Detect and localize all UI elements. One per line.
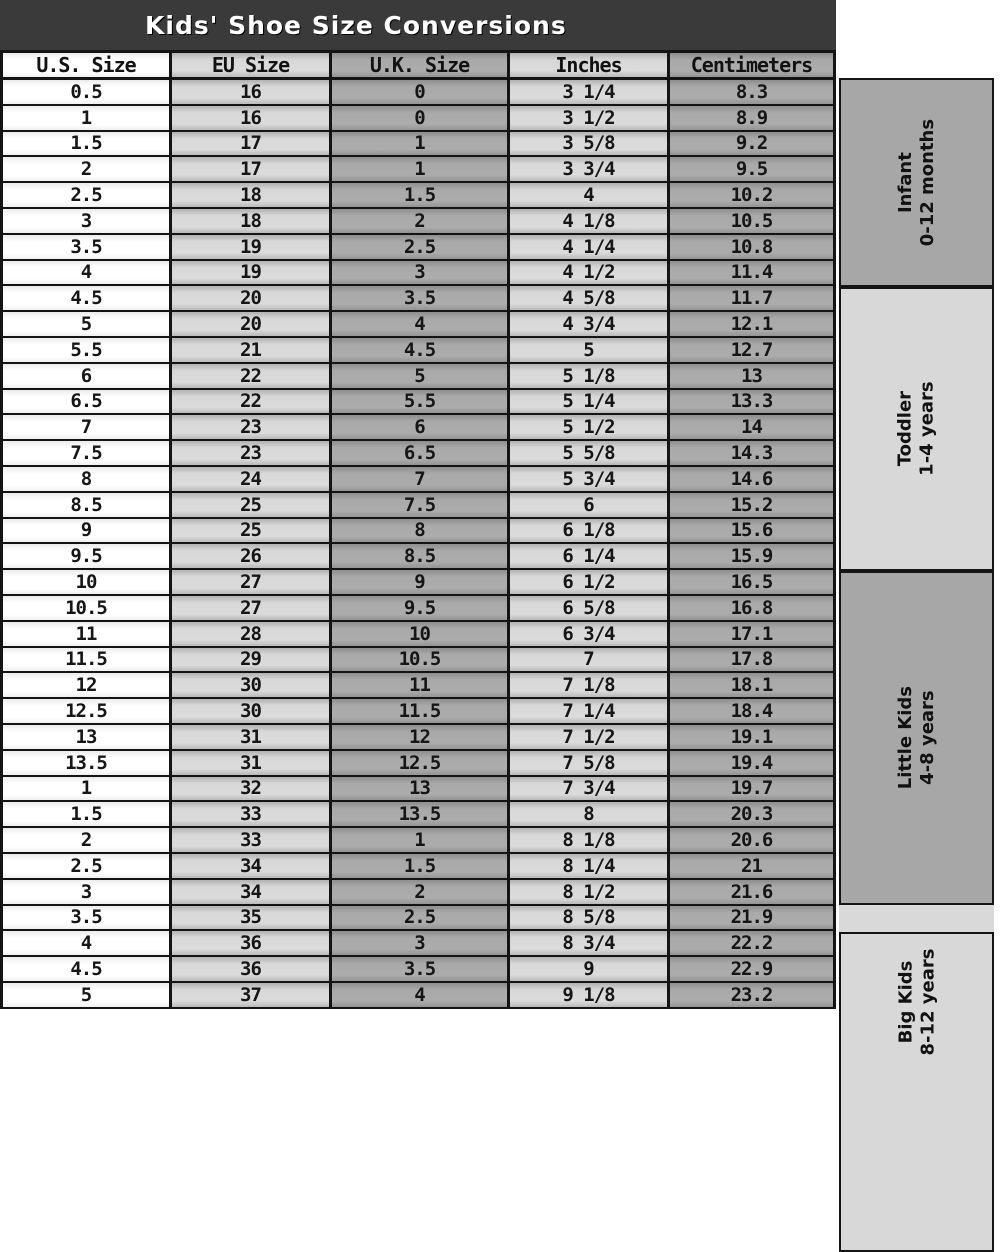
table-row (0, 570, 836, 596)
table-cell: 0.5 (0, 80, 172, 106)
table-row (0, 751, 836, 777)
table-cell: 22 (172, 364, 332, 390)
table-cell: 0 (332, 80, 510, 106)
table-cell: 17 (172, 157, 332, 183)
table-cell: 8 1/4 (510, 854, 670, 880)
column-header: Inches (510, 53, 670, 77)
table-cell: 35 (172, 906, 332, 932)
table-cell: 6.5 (0, 390, 172, 416)
table-cell: 4.5 (332, 338, 510, 364)
table-cell: 15.9 (670, 544, 836, 570)
table-cell: 4 (0, 931, 172, 957)
table-row (0, 338, 836, 364)
table-cell: 3.5 (332, 957, 510, 983)
table-cell: 22.2 (670, 931, 836, 957)
table-row (0, 699, 836, 725)
sidebar-gap-strip (839, 905, 994, 932)
table-cell: 26 (172, 544, 332, 570)
table-cell: 5 5/8 (510, 441, 670, 467)
table-cell: 6 1/4 (510, 544, 670, 570)
table-cell: 2 (0, 157, 172, 183)
table-cell: 16.8 (670, 596, 836, 622)
table-cell: 2 (332, 209, 510, 235)
table-cell: 1.5 (0, 132, 172, 158)
table-cell: 4 1/2 (510, 261, 670, 287)
table-cell: 4 3/4 (510, 312, 670, 338)
table-row (0, 415, 836, 441)
table-cell: 1 (332, 157, 510, 183)
table-cell: 14.3 (670, 441, 836, 467)
table-cell: 10.8 (670, 235, 836, 261)
table-cell: 3 3/4 (510, 157, 670, 183)
table-cell: 7 (510, 648, 670, 674)
table-cell: 2.5 (0, 854, 172, 880)
table-row (0, 312, 836, 338)
table-cell: 4.5 (0, 957, 172, 983)
table-cell: 25 (172, 519, 332, 545)
table-cell: 27 (172, 570, 332, 596)
table-cell: 3 (332, 261, 510, 287)
table-cell: 19.7 (670, 777, 836, 803)
table-cell: 22 (172, 390, 332, 416)
table-cell: 3 5/8 (510, 132, 670, 158)
table-cell: 7 1/2 (510, 725, 670, 751)
table-cell: 12 (0, 673, 172, 699)
age-group-range: 4-8 years (916, 690, 938, 786)
table-cell: 18.4 (670, 699, 836, 725)
table-row (0, 673, 836, 699)
table-cell: 19 (172, 235, 332, 261)
table-header (0, 50, 836, 80)
table-cell: 9 (0, 519, 172, 545)
table-cell: 5 1/2 (510, 415, 670, 441)
table-row (0, 596, 836, 622)
table-cell: 25 (172, 493, 332, 519)
table-cell: 31 (172, 751, 332, 777)
table-cell: 37 (172, 983, 332, 1009)
table-cell: 16 (172, 80, 332, 106)
table-cell: 7 5/8 (510, 751, 670, 777)
table-cell: 20.6 (670, 828, 836, 854)
table-row (0, 777, 836, 803)
age-group-label (895, 382, 938, 476)
table-row (0, 622, 836, 648)
table-cell: 5 (332, 364, 510, 390)
table-cell: 31 (172, 725, 332, 751)
table-cell: 12.1 (670, 312, 836, 338)
table-cell: 8 1/2 (510, 880, 670, 906)
age-group-label (895, 119, 938, 246)
table-cell: 28 (172, 622, 332, 648)
column-header: U.K. Size (332, 53, 510, 77)
table-cell: 15.2 (670, 493, 836, 519)
table-cell: 8.5 (332, 544, 510, 570)
table-cell: 18 (172, 209, 332, 235)
table-cell: 11.5 (332, 699, 510, 725)
age-group-range: 0-12 months (916, 118, 938, 247)
table-cell: 4 (332, 983, 510, 1009)
table-cell: 19.1 (670, 725, 836, 751)
table-cell: 14.6 (670, 467, 836, 493)
table-cell: 0 (332, 106, 510, 132)
table-cell: 30 (172, 699, 332, 725)
table-cell: 9 (510, 957, 670, 983)
table-cell: 16.5 (670, 570, 836, 596)
table-cell: 7 3/4 (510, 777, 670, 803)
table-cell: 13.3 (670, 390, 836, 416)
table-cell: 14 (670, 415, 836, 441)
table-cell: 7 1/4 (510, 699, 670, 725)
table-cell: 6 (0, 364, 172, 390)
table-cell: 6 (332, 415, 510, 441)
table-cell: 20 (172, 312, 332, 338)
table-cell: 1 (332, 132, 510, 158)
table-cell: 8 5/8 (510, 906, 670, 932)
table-cell: 3.5 (0, 235, 172, 261)
table-cell: 10.2 (670, 183, 836, 209)
table-cell: 4 (332, 312, 510, 338)
table-cell: 20.3 (670, 802, 836, 828)
table-cell: 12.5 (0, 699, 172, 725)
table-cell: 24 (172, 467, 332, 493)
table-cell: 13 (332, 777, 510, 803)
table-row (0, 725, 836, 751)
table-row (0, 544, 836, 570)
table-cell: 13.5 (0, 751, 172, 777)
table-cell: 1 (0, 106, 172, 132)
table-row (0, 132, 836, 158)
table-cell: 10.5 (670, 209, 836, 235)
table-row (0, 880, 836, 906)
table-cell: 13.5 (332, 802, 510, 828)
table-row (0, 106, 836, 132)
table-row (0, 235, 836, 261)
table-cell: 11 (0, 622, 172, 648)
table-row (0, 364, 836, 390)
table-cell: 5 (510, 338, 670, 364)
table-cell: 6 5/8 (510, 596, 670, 622)
column-header: Centimeters (670, 53, 836, 77)
table-cell: 4 1/8 (510, 209, 670, 235)
table-cell: 19.4 (670, 751, 836, 777)
table-cell: 20 (172, 286, 332, 312)
table-row (0, 157, 836, 183)
table-cell: 6 3/4 (510, 622, 670, 648)
table-cell: 13 (0, 725, 172, 751)
table-cell: 36 (172, 931, 332, 957)
table-cell: 27 (172, 596, 332, 622)
table-row (0, 519, 836, 545)
table-cell: 6 (510, 493, 670, 519)
age-group-block-infant (839, 78, 994, 287)
table-row (0, 80, 836, 106)
table-cell: 10.5 (0, 596, 172, 622)
table-cell: 11.7 (670, 286, 836, 312)
table-cell: 5 (0, 983, 172, 1009)
table-cell: 3 (0, 880, 172, 906)
age-group-name: Toddler (894, 391, 916, 467)
age-group-block-littlekids (839, 571, 994, 905)
table-cell: 23 (172, 415, 332, 441)
table-row (0, 209, 836, 235)
table-cell: 36 (172, 957, 332, 983)
age-group-range: 1-4 years (916, 381, 938, 477)
table-cell: 34 (172, 880, 332, 906)
title-bar (0, 0, 836, 50)
table-cell: 33 (172, 802, 332, 828)
table-cell: 4 5/8 (510, 286, 670, 312)
age-group-range: 8-12 years (916, 948, 938, 1056)
table-cell: 5 1/8 (510, 364, 670, 390)
table-cell: 3.5 (332, 286, 510, 312)
table-cell: 7.5 (332, 493, 510, 519)
table-cell: 9.2 (670, 132, 836, 158)
table-cell: 2.5 (332, 906, 510, 932)
table-cell: 9 1/8 (510, 983, 670, 1009)
table-cell: 12 (332, 725, 510, 751)
table-row (0, 983, 836, 1009)
table-cell: 8 (0, 467, 172, 493)
table-cell: 23 (172, 441, 332, 467)
table-cell: 21.6 (670, 880, 836, 906)
table-cell: 17 (172, 132, 332, 158)
table-row (0, 648, 836, 674)
age-group-block-bigkids (839, 932, 994, 1252)
table-cell: 9.5 (332, 596, 510, 622)
table-cell: 8.5 (0, 493, 172, 519)
table-cell: 8 (510, 802, 670, 828)
table-cell: 4 1/4 (510, 235, 670, 261)
table-cell: 23.2 (670, 983, 836, 1009)
table-cell: 3 (332, 931, 510, 957)
age-group-block-toddler (839, 287, 994, 571)
table-cell: 33 (172, 828, 332, 854)
table-cell: 21 (670, 854, 836, 880)
table-cell: 1.5 (332, 183, 510, 209)
table-row (0, 931, 836, 957)
table-row (0, 467, 836, 493)
table-cell: 30 (172, 673, 332, 699)
table-cell: 13 (670, 364, 836, 390)
table-row (0, 854, 836, 880)
table-row (0, 183, 836, 209)
table-cell: 4 (510, 183, 670, 209)
table-cell: 4.5 (0, 286, 172, 312)
table-cell: 10.5 (332, 648, 510, 674)
table-cell: 8.3 (670, 80, 836, 106)
table-cell: 3.5 (0, 906, 172, 932)
table-cell: 9.5 (0, 544, 172, 570)
table-cell: 19 (172, 261, 332, 287)
table-cell: 11.4 (670, 261, 836, 287)
table-cell: 8 (332, 519, 510, 545)
table-cell: 15.6 (670, 519, 836, 545)
age-group-sidebar (836, 0, 1000, 1056)
table-cell: 1.5 (332, 854, 510, 880)
table-row (0, 906, 836, 932)
table-row (0, 828, 836, 854)
table-cell: 2.5 (0, 183, 172, 209)
table-cell: 8.9 (670, 106, 836, 132)
page-title: Kids' Shoe Size Conversions (145, 10, 567, 40)
table-cell: 2.5 (332, 235, 510, 261)
table-cell: 18.1 (670, 673, 836, 699)
age-group-label (895, 686, 938, 789)
table-cell: 9 (332, 570, 510, 596)
table-cell: 16 (172, 106, 332, 132)
column-header: EU Size (172, 53, 332, 77)
table-cell: 3 (0, 209, 172, 235)
table-cell: 11 (332, 673, 510, 699)
table-cell: 22.9 (670, 957, 836, 983)
age-group-label (895, 949, 938, 1056)
table-cell: 5 3/4 (510, 467, 670, 493)
table-cell: 12.7 (670, 338, 836, 364)
table-cell: 29 (172, 648, 332, 674)
table-cell: 5 1/4 (510, 390, 670, 416)
table-cell: 3 1/2 (510, 106, 670, 132)
table-cell: 17.1 (670, 622, 836, 648)
table-cell: 4 (0, 261, 172, 287)
table-row (0, 493, 836, 519)
table-cell: 32 (172, 777, 332, 803)
table-cell: 7 (0, 415, 172, 441)
table-cell: 5.5 (0, 338, 172, 364)
table-cell: 5.5 (332, 390, 510, 416)
age-group-name: Infant (894, 152, 916, 213)
table-cell: 6 1/8 (510, 519, 670, 545)
table-row (0, 390, 836, 416)
table-cell: 9.5 (670, 157, 836, 183)
table-row (0, 261, 836, 287)
table-cell: 21.9 (670, 906, 836, 932)
table-cell: 6 1/2 (510, 570, 670, 596)
table-cell: 10 (0, 570, 172, 596)
table-cell: 17.8 (670, 648, 836, 674)
table-cell: 18 (172, 183, 332, 209)
age-group-name: Big Kids (894, 960, 916, 1044)
table-cell: 7 (332, 467, 510, 493)
table-row (0, 957, 836, 983)
table-cell: 5 (0, 312, 172, 338)
table-cell: 1 (332, 828, 510, 854)
table-row (0, 441, 836, 467)
table-cell: 12.5 (332, 751, 510, 777)
table-cell: 6.5 (332, 441, 510, 467)
table-cell: 8 1/8 (510, 828, 670, 854)
table-row (0, 802, 836, 828)
age-group-name: Little Kids (894, 686, 916, 790)
table-cell: 7 1/8 (510, 673, 670, 699)
table-cell: 3 1/4 (510, 80, 670, 106)
table-cell: 11.5 (0, 648, 172, 674)
column-header: U.S. Size (0, 53, 172, 77)
table-cell: 10 (332, 622, 510, 648)
table-cell: 7.5 (0, 441, 172, 467)
table-cell: 1 (0, 777, 172, 803)
table-cell: 21 (172, 338, 332, 364)
table-body (0, 80, 836, 1009)
table-row (0, 286, 836, 312)
table-cell: 8 3/4 (510, 931, 670, 957)
table-cell: 2 (332, 880, 510, 906)
table-cell: 2 (0, 828, 172, 854)
table-cell: 1.5 (0, 802, 172, 828)
table-cell: 34 (172, 854, 332, 880)
